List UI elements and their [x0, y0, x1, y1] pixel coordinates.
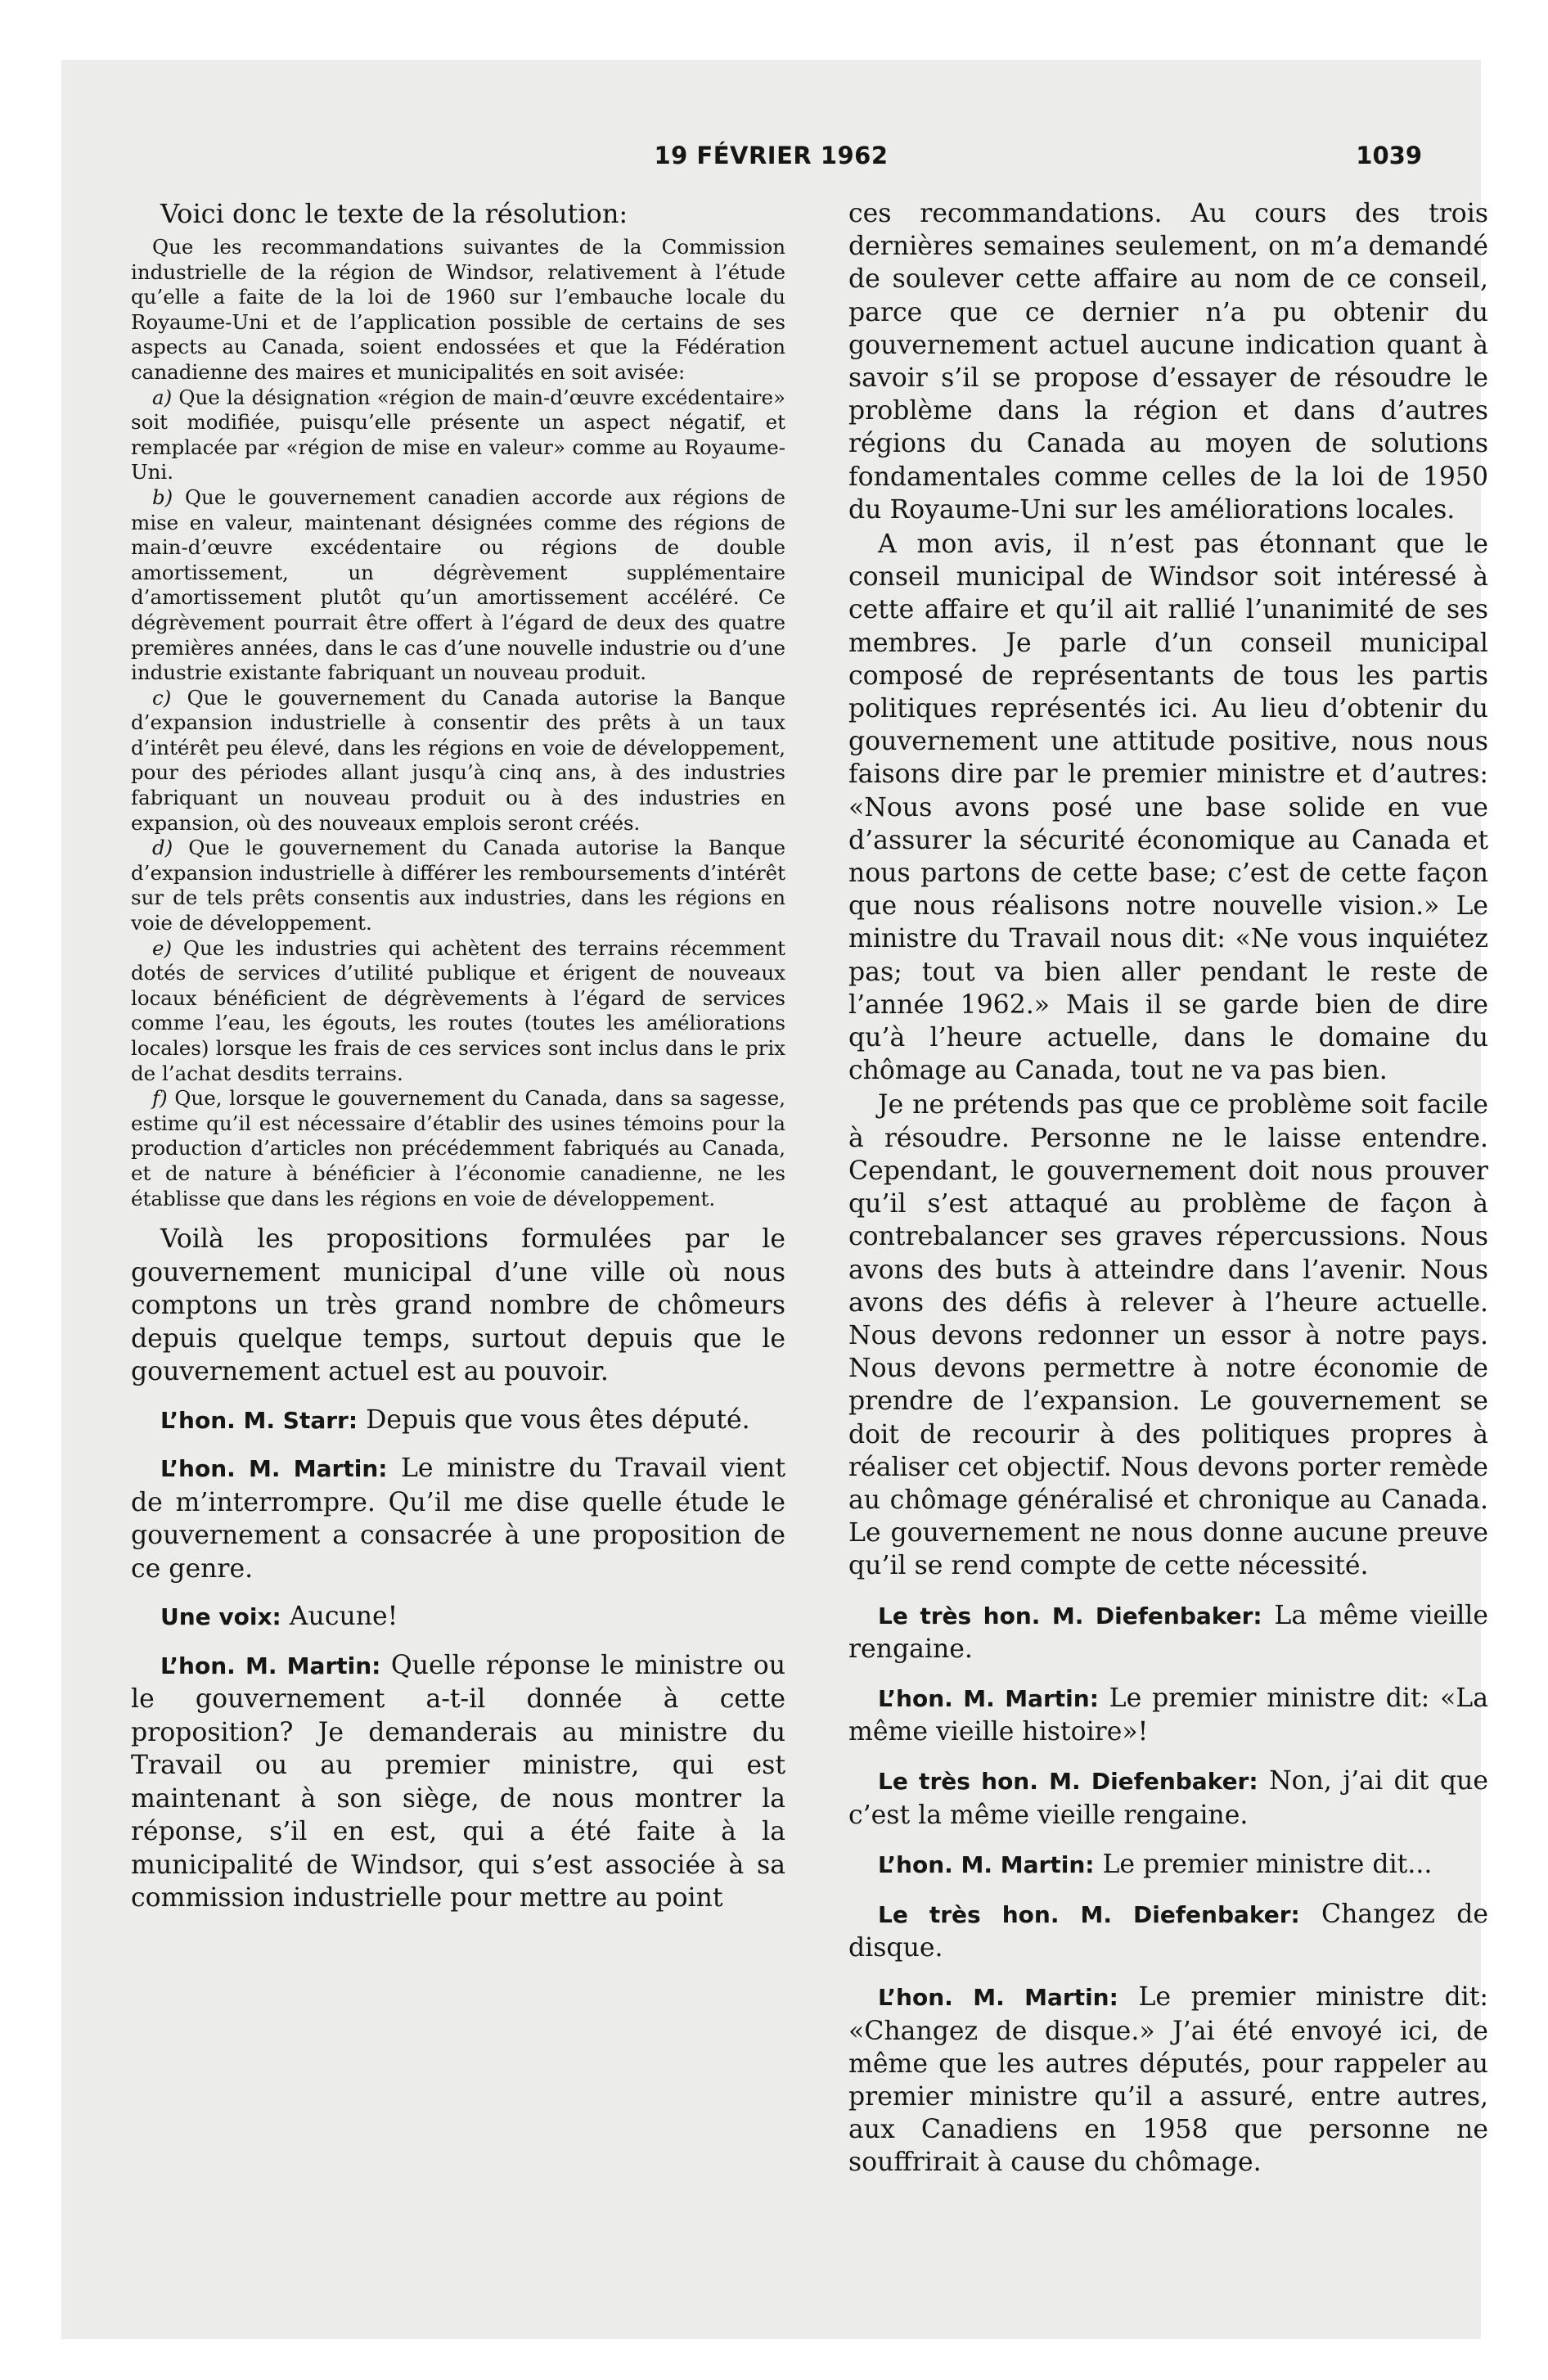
resolution-item-c: c) Que le gouvernement du Canada autorise la Banque d’expansion industrielle à consentir des prêts à un taux d’intérêt peu élevé, dans les régions en voie de développement, pour des périodes allant jusqu’à cinq ans, à des industries fabriquant un nouveau produit ou à des industries en expansion, où des nouveaux emplois seront créés.: [131, 685, 785, 835]
resolution-preamble: Que les recommandations suivantes de la Commission industrielle de la région de Windsor, relativement à l’étude qu’elle a faite de la loi de 1960 sur l’embauche locale du Royaume-Uni et de l’application possible de certains de ses aspects au Canada, soient endossées et que la Fédération canadienne des maires et municipalités en soit avisée:: [131, 235, 785, 384]
speech-diefenbaker-3: Le très hon. M. Diefenbaker: Changez de disque.: [848, 1899, 1488, 1963]
page-date: 19 FÉVRIER 1962: [654, 142, 889, 169]
left-column: [131, 197, 785, 1915]
page-number: 1039: [1356, 142, 1422, 169]
resolution-intro: Voici donc le texte de la résolution:: [160, 198, 628, 229]
speech-martin-1: L’hon. M. Martin: Le ministre du Travail vient de m’interrompre. Qu’il me dise quelle étude le gouvernement a consacrée à une proposition de ce genre.: [131, 1454, 785, 1584]
resolution-item-b: b) Que le gouvernement canadien accorde aux régions de mise en valeur, maintenant désignées comme des régions de main-d’œuvre excédentaire ou régions de double amortissement, un dégrèvement supplémentaire d’amortissement plutôt qu’un amortissement accéléré. Ce dégrèvement pourrait être offert à l’égard de deux des quatre premières années, dans le cas d’une nouvelle industrie ou d’une industrie existante fabriquant un nouveau produit.: [131, 485, 785, 685]
speech-starr: L’hon. M. Starr: Depuis que vous êtes député.: [160, 1404, 750, 1435]
resolution-item-f: f) Que, lorsque le gouvernement du Canada, dans sa sagesse, estime qu’il est nécessaire d’établir des usines témoins pour la production d’articles non précédemment fabriqués au Canada, et de nature à bénéficier à l’économie canadienne, ne les établisse que dans les régions en voie de développement.: [131, 1086, 785, 1210]
left-body: [131, 1223, 785, 1915]
resolution-item-a: a) Que la désignation «région de main-d’œuvre excédentaire» soit modifiée, puisqu’elle présente un aspect négatif, et remplacée par «région de mise en valeur» comme au Royaume-Uni.: [131, 385, 785, 485]
speech-martin-2: L’hon. M. Martin: Quelle réponse le ministre ou le gouvernement a-t-il donnée à cette proposition? Je demanderais au ministre du Travail ou au premier ministre, qui est maintenant à son siège, de nous montrer la réponse, s’il en est, qui a été faite à la municipalité de Windsor, qui s’est associée à sa commission industrielle pour mettre au point: [131, 1650, 785, 1913]
speech-martin-4: L’hon. M. Martin: Le premier ministre dit...: [878, 1849, 1433, 1879]
right-column: [848, 197, 1488, 2179]
resolution-item-d: d) Que le gouvernement du Canada autorise la Banque d’expansion industrielle à différer les remboursements d’intérêt sur de tels prêts consentis aux industries, dans les régions en voie de développement.: [131, 836, 786, 935]
paragraph-continuation: ces recommandations. Au cours des trois dernières semaines seulement, on m’a demandé de soulever cette affaire au nom de ce conseil, parce que ce dernier n’a pu obtenir du gouvernement actuel aucune indication quant à savoir s’il se propose d’essayer de résoudre le problème dans la région et dans d’autres régions du Canada au moyen de solutions fondamentales comme celles de la loi de 1950 du Royaume-Uni sur les améliorations locales.: [848, 199, 1488, 525]
speech-diefenbaker-1: Le très hon. M. Diefenbaker: La même vieille rengaine.: [848, 1600, 1489, 1664]
speech-diefenbaker-2: Le très hon. M. Diefenbaker: Non, j’ai dit que c’est la même vieille rengaine.: [848, 1766, 1489, 1830]
paragraph-problem: Je ne prétends pas que ce problème soit facile à résoudre. Personne ne le laisse entendre. Cependant, le gouvernement doit nous prouver qu’il s’est attaqué au problème de façon à contrebalancer ses graves répercussions. Nous avons des buts à atteindre dans l’avenir. Nous avons des défis à relever à l’heure actuelle. Nous devons redonner un essor à notre pays. Nous devons permettre à notre économie de prendre de l’expansion. Le gouvernement se doit de recourir à des politiques propres à réaliser cet objectif. Nous devons porter remède au chômage généralisé et chronique au Canada. Le gouvernement ne nous donne aucune preuve qu’il se rend compte de cette nécessité.: [848, 1090, 1488, 1581]
resolution-item-e: e) Que les industries qui achètent des terrains récemment dotés de services d’utilité publique et érigent de nouveaux locaux bénéficient de dégrèvements à l’égard de services comme l’eau, les égouts, les routes (toutes les améliorations locales) lorsque les frais de ces services sont inclus dans le prix de l’achat desdits terrains.: [131, 935, 785, 1085]
paragraph-proposals: Voilà les propositions formulées par le gouvernement municipal d’une ville où nous comptons un très grand nombre de chômeurs depuis quelque temps, surtout depuis que le gouvernement actuel est au pouvoir.: [131, 1224, 785, 1387]
resolution-text: [131, 235, 785, 1211]
speech-voice: Une voix: Aucune!: [160, 1602, 398, 1632]
page: [61, 60, 1489, 2339]
paragraph-windsor-council: A mon avis, il n’est pas étonnant que le conseil municipal de Windsor soit intéressé à cette affaire et qu’il ait rallié l’unanimité de ses membres. Je parle d’un conseil municipal composé de représentants de tous les partis politiques représentés ici. Au lieu d’obtenir du gouvernement une attitude positive, nous nous faisons dire par le premier ministre et d’autres: «Nous avons posé une base solide en vue d’assurer la sécurité économique au Canada et nous partons de cette base; c’est de cette façon que nous réalisons notre nouvelle vision.» Le ministre du Travail nous dit: «Ne vous inquiétez pas; tout va bien aller pendant le reste de l’année 1962.» Mais il se garde bien de dire qu’à l’heure actuelle, dans le domaine du chômage au Canada, tout ne va pas bien.: [848, 530, 1488, 1086]
page-header: [61, 142, 1481, 191]
speech-martin-3: L’hon. M. Martin: Le premier ministre dit: «La même vieille histoire»!: [848, 1683, 1488, 1747]
speech-martin-5: L’hon. M. Martin: Le premier ministre dit: «Changez de disque.» J’ai été envoyé ici, de même que les autres députés, pour rappeler au premier ministre qu’il a assuré, entre autres, aux Canadiens en 1958 que personne ne souffrirait à cause du chômage.: [848, 1982, 1488, 2178]
